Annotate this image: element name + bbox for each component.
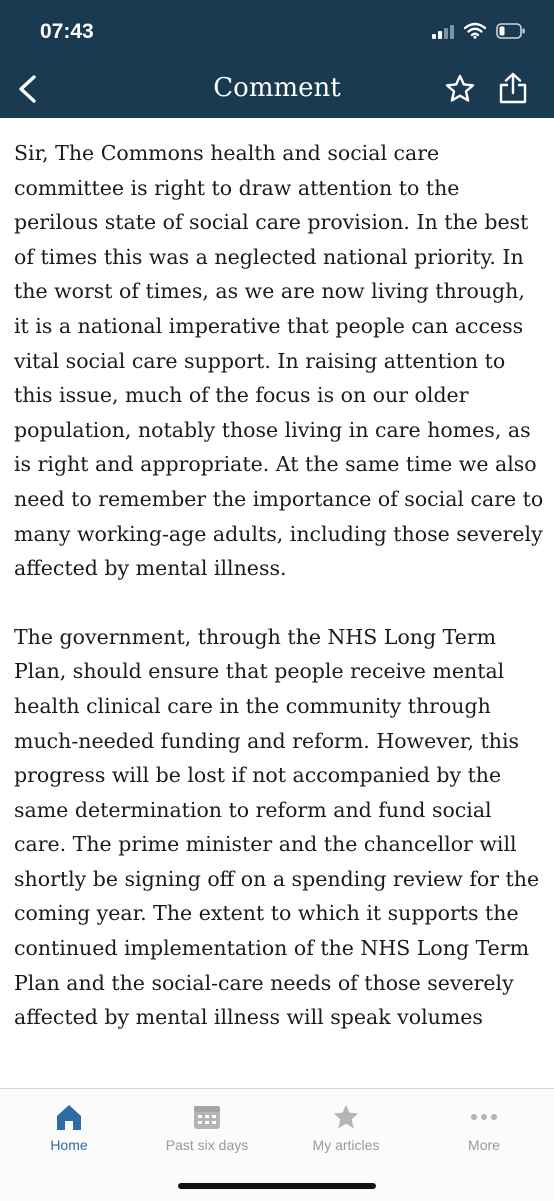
home-indicator[interactable] [178,1183,376,1189]
article-body [14,136,544,1069]
tab-past-six-days[interactable] [138,1101,276,1153]
calendar-icon [193,1104,221,1130]
tab-label: Past six days [165,1137,249,1153]
tab-label: My articles [312,1137,380,1153]
tab-label: More [468,1137,500,1153]
tab-label: Home [50,1137,88,1153]
tab-home[interactable] [0,1101,138,1153]
battery-icon [496,23,526,39]
article-paragraph: The government, through the NHS Long Term Plan, should ensure that people receive mental health clinical care in the community through much-needed funding and reform. However, this progress will be lost if not accompanied by the same determination to reform and fund social care. The prime minister and the chancellor will shortly be signing off on a spending review for the coming year. The extent to which it supports the continued implementation of the NHS Long Term Plan and the social-care needs of those severely affected by mental illness will speak volumes [14,624,540,1030]
status-bar [0,0,554,60]
status-time: 07:43 [40,20,94,43]
status-icons [432,22,526,39]
star-icon [332,1103,360,1131]
bookmark-star-icon[interactable] [444,73,476,105]
nav-bar [0,60,554,118]
cellular-signal-icon [432,23,454,39]
tab-my-articles[interactable] [277,1101,415,1153]
page-title: Comment [213,73,341,103]
share-icon[interactable] [498,71,528,105]
home-icon [55,1103,83,1131]
article-paragraph: Sir, The Commons health and social care committee is right to draw attention to the perilous state of social care provision. In the best of times this was a neglected national priority. In the worst of times, as we are now living through, it is a national imperative that people can access vital social care support. In raising attention to this issue, much of the focus is on our older population, notably those living in care homes, as is right and appropriate. At the same time we also need to remember the importance of social care to many working-age adults, including those severely affected by mental illness. [14,141,544,581]
more-icon [469,1112,499,1122]
wifi-icon [464,22,486,39]
tab-more[interactable] [415,1101,553,1153]
